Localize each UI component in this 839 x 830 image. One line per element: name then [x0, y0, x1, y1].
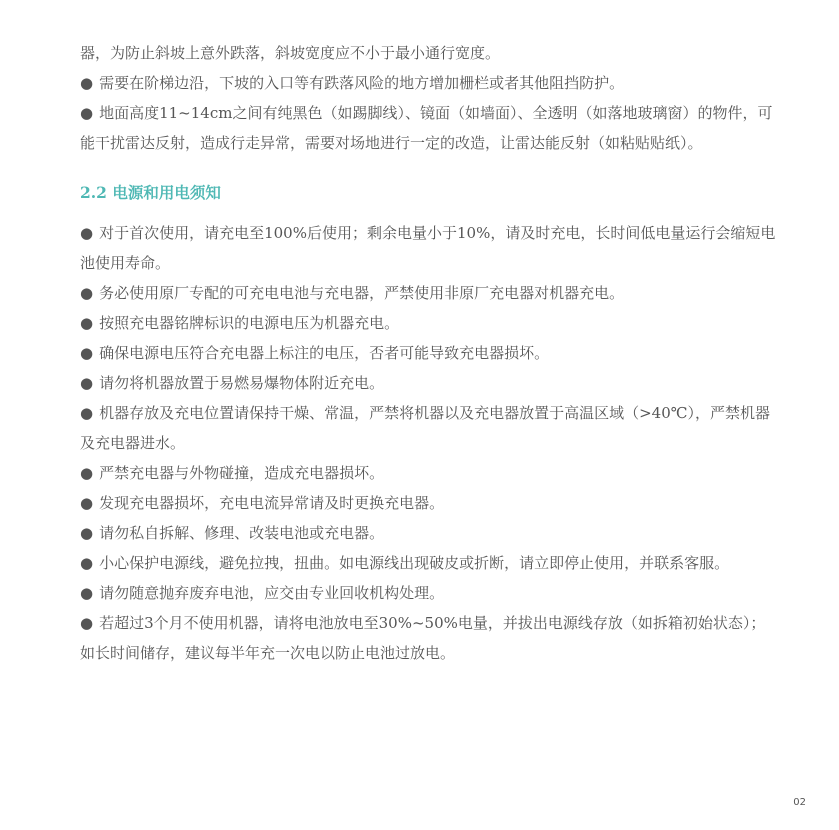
list-item — [80, 278, 780, 308]
bullet-icon: ● — [80, 614, 94, 632]
list-item — [80, 218, 780, 278]
list-item — [80, 338, 780, 368]
list-item-text: 请勿随意抛弃废弃电池，应交由专业回收机构处理。 — [99, 584, 445, 602]
list-item-text: 确保电源电压符合充电器上标注的电压，否者可能导致充电器损坏。 — [99, 344, 550, 362]
list-item-text: 严禁充电器与外物碰撞，造成充电器损坏。 — [99, 464, 385, 482]
bullet-icon: ● — [80, 584, 94, 602]
list-item-text: 小心保护电源线，避免拉拽，扭曲。如电源线出现破皮或折断，请立即停止使用，并联系客服。 — [99, 554, 730, 572]
list-item-text: 请勿私自拆解、修理、改装电池或充电器。 — [99, 524, 385, 542]
list-item — [80, 608, 780, 668]
list-item-text: 地面高度11~14cm之间有纯黑色（如踢脚线）、镜面（如墙面）、全透明（如落地玻璃窗）的物件，可能干扰雷达反射，造成行走异常，需要对场地进行一定的改造，让雷达能反射（如粘贴贴纸）。 — [80, 104, 773, 152]
power-safety-list — [80, 218, 780, 668]
bullet-icon: ● — [80, 494, 94, 512]
continued-paragraph: 器，为防止斜坡上意外跌落，斜坡宽度应不小于最小通行宽度。 — [80, 44, 501, 62]
list-item — [80, 488, 780, 518]
bullet-icon: ● — [80, 284, 94, 302]
list-item — [80, 398, 780, 458]
list-item — [80, 98, 780, 158]
list-item-text: 按照充电器铭牌标识的电源电压为机器充电。 — [99, 314, 400, 332]
bullet-icon: ● — [80, 344, 94, 362]
bullet-icon: ● — [80, 554, 94, 572]
bullet-icon: ● — [80, 524, 94, 542]
list-item-text: 发现充电器损坏，充电电流异常请及时更换充电器。 — [99, 494, 445, 512]
list-item-text: 需要在阶梯边沿，下坡的入口等有跌落风险的地方增加栅栏或者其他阻挡防护。 — [99, 74, 625, 92]
list-item — [80, 578, 780, 608]
list-item — [80, 548, 780, 578]
bullet-icon: ● — [80, 314, 94, 332]
list-item-text: 机器存放及充电位置请保持干燥、常温，严禁将机器以及充电器放置于高温区域（>40℃），严禁机器及充电器进水。 — [80, 404, 771, 452]
list-item-text: 对于首次使用，请充电至100%后使用；剩余电量小于10%，请及时充电，长时间低电量运行会缩短电池使用寿命。 — [80, 224, 776, 272]
list-item — [80, 518, 780, 548]
bullet-icon: ● — [80, 464, 94, 482]
bullet-icon: ● — [80, 104, 94, 122]
document-body — [80, 38, 780, 668]
list-item-text: 请勿将机器放置于易燃易爆物体附近充电。 — [99, 374, 385, 392]
list-item — [80, 368, 780, 398]
list-item — [80, 308, 780, 338]
list-item-text: 若超过3个月不使用机器，请将电池放电至30%~50%电量，并拔出电源线存放（如拆箱初始状态）；如长时间储存，建议每半年充一次电以防止电池过放电。 — [80, 614, 766, 662]
section-heading: 2.2 电源和用电须知 — [80, 183, 221, 202]
bullet-icon: ● — [80, 74, 94, 92]
bullet-icon: ● — [80, 404, 94, 422]
bullet-icon: ● — [80, 374, 94, 392]
list-item — [80, 68, 780, 98]
list-item-text: 务必使用原厂专配的可充电电池与充电器，严禁使用非原厂充电器对机器充电。 — [99, 284, 625, 302]
page-number: 02 — [793, 797, 806, 808]
bullet-icon: ● — [80, 224, 94, 242]
list-item — [80, 458, 780, 488]
